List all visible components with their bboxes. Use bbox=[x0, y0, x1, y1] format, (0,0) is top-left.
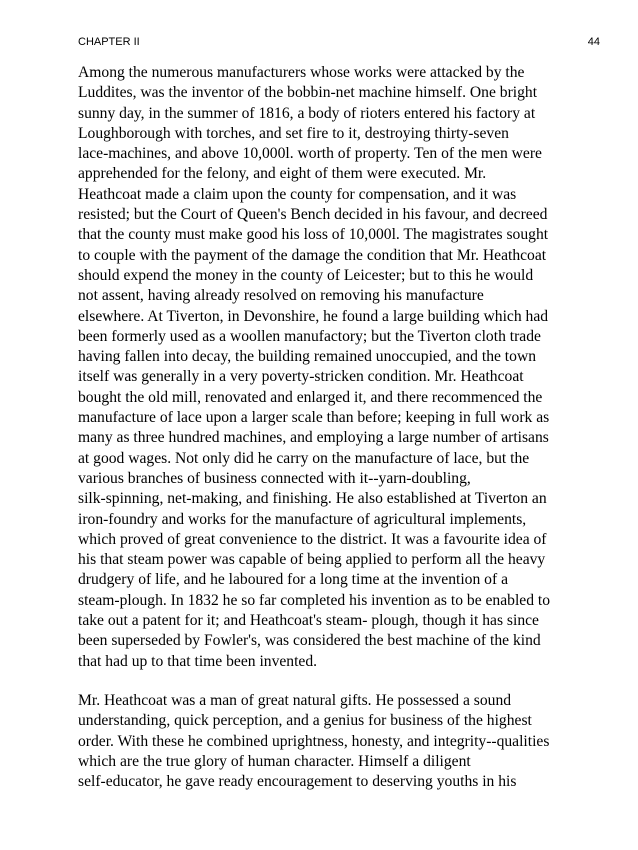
text-line: that had up to that time been invented. bbox=[78, 652, 318, 670]
text-line: to couple with the payment of the damage the condition that Mr. Heathcoat bbox=[78, 246, 547, 264]
text-line: Mr. Heathcoat was a man of great natural gifts. He possessed a sound bbox=[78, 691, 512, 709]
text-line: Among the numerous manufacturers whose works were attacked by the bbox=[78, 64, 525, 81]
text-line: various branches of business connected with it--yarn-doubling, bbox=[78, 469, 471, 487]
text-line: self-educator, he gave ready encouragement to deserving youths in his bbox=[78, 773, 517, 791]
text-line: manufacture of lace upon a larger scale than before; keeping in full work as bbox=[78, 409, 550, 427]
text-line: Luddites, was the inventor of the bobbin-net machine himself. One bright bbox=[78, 84, 538, 102]
text-line: Loughborough with torches, and set fire to it, destroying thirty-seven bbox=[78, 124, 509, 142]
text-line: apprehended for the felony, and eight of them were executed. Mr. bbox=[78, 165, 487, 183]
text-line: should expend the money in the county of Leicester; but to this he would bbox=[78, 266, 534, 284]
chapter-title: CHAPTER II bbox=[78, 36, 140, 48]
text-line: lace-machines, and above 10,000l. worth of property. Ten of the men were bbox=[78, 145, 542, 163]
running-header bbox=[78, 36, 600, 52]
text-line: Heathcoat made a claim upon the county for compensation, and it was bbox=[78, 185, 517, 203]
text-line: been superseded by Fowler's, was considered the best machine of the kind bbox=[78, 632, 541, 650]
text-line: that the county must make good his loss of 10,000l. The magistrates sought bbox=[78, 226, 549, 244]
text-line: steam-plough. In 1832 he so far completed his invention as to be enabled to bbox=[78, 591, 551, 609]
text-line: drudgery of life, and he laboured for a long time at the invention of a bbox=[78, 571, 508, 589]
text-line: his that steam power was capable of being applied to perform all the heavy bbox=[78, 551, 546, 569]
text-line: itself was generally in a very poverty-stricken condition. Mr. Heathcoat bbox=[78, 368, 524, 386]
text-line: sunny day, in the summer of 1816, a body of rioters entered his factory at bbox=[78, 104, 536, 122]
text-line: at good wages. Not only did he carry on the manufacture of lace, but the bbox=[78, 449, 530, 467]
text-line: been formerly used as a woollen manufactory; but the Tiverton cloth trade bbox=[78, 327, 541, 345]
text-line: resisted; but the Court of Queen's Bench decided in his favour, and decreed bbox=[78, 206, 548, 224]
body-text bbox=[78, 63, 610, 792]
text-line: many as three hundred machines, and employing a large number of artisans bbox=[78, 429, 549, 447]
text-line: not assent, having already resolved on removing his manufacture bbox=[78, 287, 484, 305]
paragraph bbox=[78, 691, 610, 792]
text-line: having fallen into decay, the building remained unoccupied, and the town bbox=[78, 348, 536, 366]
page-number: 44 bbox=[587, 36, 600, 48]
text-line: bought the old mill, renovated and enlarged it, and there recommenced the bbox=[78, 388, 543, 406]
text-line: silk-spinning, net-making, and finishing. He also established at Tiverton an bbox=[78, 490, 547, 508]
text-line: elsewhere. At Tiverton, in Devonshire, he found a large building which had bbox=[78, 307, 549, 325]
text-line: iron-foundry and works for the manufacture of agricultural implements, bbox=[78, 510, 527, 528]
text-line: which proved of great convenience to the district. It was a favourite idea of bbox=[78, 530, 547, 548]
paragraph bbox=[78, 63, 610, 672]
text-line: order. With these he combined uprightness, honesty, and integrity--qualities bbox=[78, 732, 550, 750]
text-line: which are the true glory of human character. Himself a diligent bbox=[78, 752, 471, 770]
text-line: take out a patent for it; and Heathcoat's steam- plough, though it has since bbox=[78, 612, 539, 630]
text-line: understanding, quick perception, and a genius for business of the highest bbox=[78, 712, 532, 730]
